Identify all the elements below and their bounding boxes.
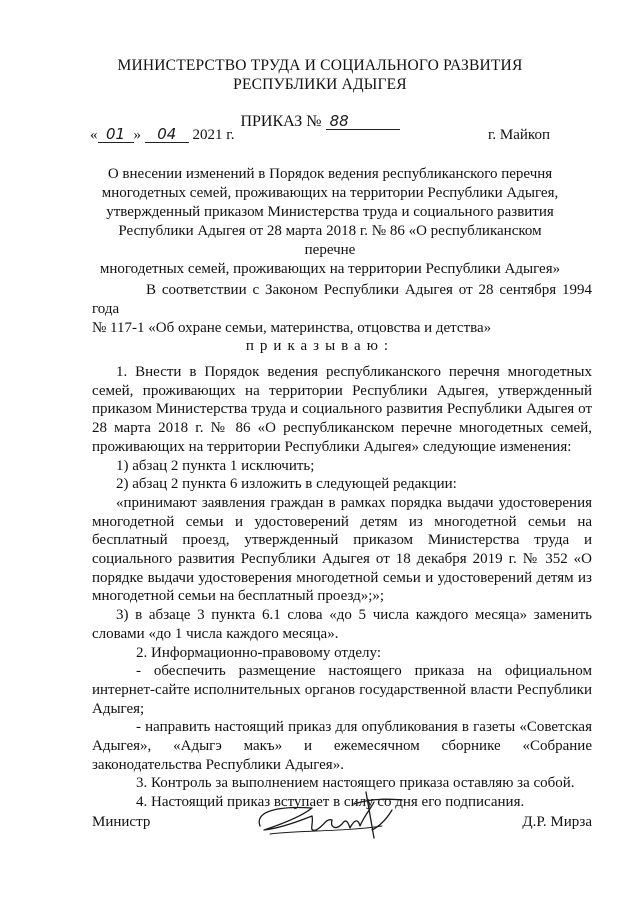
signatory-title: Министр xyxy=(92,814,151,830)
preamble xyxy=(92,281,592,338)
date-open-quote: « xyxy=(90,127,98,143)
subject-line-2: многодетных семей, проживающих на территории Республики Адыгея, xyxy=(101,185,559,201)
signatory-name: Д.Р. Мирза xyxy=(522,814,592,830)
paragraph-2-b: - направить настоящий приказ для опубликования в газеты «Советская Адыгея», «Адыгэ макъ» и ежемесячном сборнике «Собрание законодательства Республики Адыгея». xyxy=(92,719,592,773)
subject-line-5: многодетных семей, проживающих на территории Республики Адыгея» xyxy=(99,261,561,277)
order-number: 88 xyxy=(326,113,400,130)
subject-line-4: Республики Адыгея от 28 марта 2018 г. № 86 «О республиканском перечне xyxy=(118,223,542,258)
order-date xyxy=(90,125,234,145)
paragraph-3: 3. Контроль за выполнением настоящего приказа оставляю за собой. xyxy=(136,775,575,792)
ministry-line-2: РЕСПУБЛИКИ АДЫГЕЯ xyxy=(233,76,407,93)
decree-word: приказываю: xyxy=(245,338,395,354)
paragraph-1-1: 1) абзац 2 пункта 1 исключить; xyxy=(116,457,315,474)
ministry-line-1: МИНИСТЕРСТВО ТРУДА И СОЦИАЛЬНОГО РАЗВИТИЯ xyxy=(117,57,523,74)
date-day: 01 xyxy=(98,127,134,143)
date-close-quote: » xyxy=(133,127,141,143)
date-year: 2021 г. xyxy=(192,127,235,143)
paragraph-1-2-quote: «принимают заявления граждан в рамках порядка выдачи удостоверения многодетной семьи и удостоверений детям из многодетной семьи на бесплатный проезд, утвержденный приказом Министерства труда и социального развития Республики Адыгея от 18 декабря 2019 г. № 352 «О порядке выдачи удостоверения многодетной семьи и удостоверений детям из многодетной семьи на бесплатный проезд»;»; xyxy=(92,494,592,605)
subject-line-1: О внесении изменений в Порядок ведения республиканского перечня xyxy=(107,166,553,182)
order-body xyxy=(92,363,592,812)
ministry-header xyxy=(60,56,580,94)
paragraph-1-3: 3) в абзаце 3 пункта 6.1 слова «до 5 числа каждого месяца» заменить словами «до 1 числа каждого месяца». xyxy=(92,607,592,642)
order-city: г. Майкоп xyxy=(487,127,550,143)
handwritten-signature xyxy=(242,780,412,850)
order-subject xyxy=(92,165,568,279)
paragraph-1: 1. Внести в Порядок ведения республиканского перечня многодетных семей, проживающих на территории Республики Адыгея, утвержденный приказом Министерства труда и социального развития Республики Адыгея от 28 марта 2018 г. № 86 «О республиканском перечне многодетных семей, проживающих на территории Республики Адыгея» следующие изменения: xyxy=(92,364,592,455)
signature-block xyxy=(92,812,592,842)
preamble-line-1: В соответствии с Законом Республики Адыгея от 28 сентября 1994 года xyxy=(92,282,592,317)
subject-line-3: утвержденный приказом Министерства труда и социального развития xyxy=(106,204,554,220)
paragraph-4: 4. Настоящий приказ вступает в силу со дня его подписания. xyxy=(136,794,525,811)
preamble-line-2: № 117-1 «Об охране семьи, материнства, отцовства и детства» xyxy=(92,320,492,336)
date-month: 04 xyxy=(145,127,189,143)
paragraph-2: 2. Информационно-правовому отделу: xyxy=(136,644,382,661)
order-title-prefix: ПРИКАЗ № xyxy=(240,113,322,130)
paragraph-2-a: - обеспечить размещение настоящего приказа на официальном интернет-сайте исполнительных органов государственной власти Республики Адыгея; xyxy=(92,663,592,717)
paragraph-1-2: 2) абзац 2 пункта 6 изложить в следующей редакции: xyxy=(116,476,457,493)
